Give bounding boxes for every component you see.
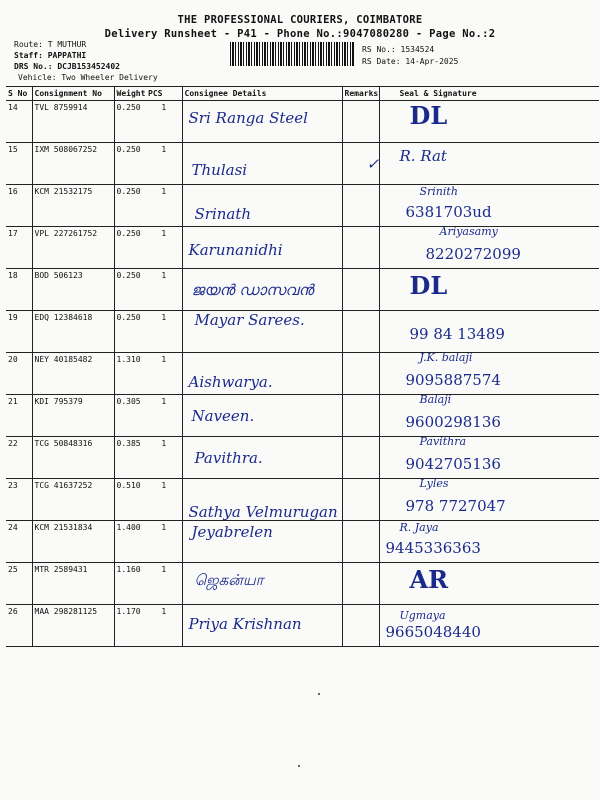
remark-check: ✓ (366, 155, 380, 173)
speck (318, 693, 320, 695)
signature-handwriting: R. Jaya (399, 521, 439, 534)
row-pcs: 1 (146, 101, 182, 143)
row-remarks-cell (342, 353, 379, 395)
row-sno: 20 (6, 353, 32, 395)
row-pcs: 1 (146, 185, 182, 227)
consignee-handwriting: Thulasi (191, 161, 248, 179)
row-signature-cell (379, 605, 599, 647)
row-consignee-cell (182, 227, 342, 269)
table-header-row (6, 87, 599, 101)
row-sno: 17 (6, 227, 32, 269)
row-consignment-number: KCM 21532175 (32, 185, 114, 227)
consignee-handwriting: Naveen. (191, 407, 255, 425)
row-weight: 0.250 (114, 311, 146, 353)
row-remarks-cell (342, 437, 379, 479)
vehicle-label: Vehicle: Two Wheeler Delivery (18, 73, 158, 82)
row-consignment-number: VPL 227261752 (32, 227, 114, 269)
col-header-consignment: Consignment No (32, 87, 114, 101)
signature-phone-handwriting: 9042705136 (405, 455, 501, 473)
row-signature-cell (379, 479, 599, 521)
row-sno: 22 (6, 437, 32, 479)
signature-handwriting: J.K. balaji (419, 351, 473, 364)
row-signature-cell (379, 227, 599, 269)
row-pcs: 1 (146, 521, 182, 563)
row-pcs: 1 (146, 143, 182, 185)
consignee-handwriting: Mayar Sarees. (194, 311, 305, 329)
staff-label: Staff: PAPPATHI (14, 51, 87, 60)
row-consignee-cell (182, 479, 342, 521)
row-signature-cell (379, 395, 599, 437)
table-row (6, 479, 599, 521)
row-pcs: 1 (146, 605, 182, 647)
row-sno: 15 (6, 143, 32, 185)
row-consignee-cell (182, 395, 342, 437)
row-sno: 26 (6, 605, 32, 647)
signature-phone-handwriting: 8220272099 (425, 245, 521, 263)
row-remarks-cell (342, 605, 379, 647)
table-row (6, 437, 599, 479)
consignee-handwriting: Priya Krishnan (188, 615, 302, 633)
row-consignee-cell (182, 605, 342, 647)
table-row (6, 227, 599, 269)
consignee-handwriting: Pavithra. (194, 449, 263, 467)
row-remarks-cell (342, 101, 379, 143)
drs-number: DRS No.: DCJB153452402 (14, 62, 120, 71)
signature-phone-handwriting: 9445336363 (385, 539, 481, 557)
row-sno: 21 (6, 395, 32, 437)
table-row (6, 311, 599, 353)
row-consignment-number: MAA 298281125 (32, 605, 114, 647)
row-consignment-number: TCG 50848316 (32, 437, 114, 479)
row-signature-cell (379, 521, 599, 563)
row-sno: 14 (6, 101, 32, 143)
row-consignment-number: TCG 41637252 (32, 479, 114, 521)
row-pcs: 1 (146, 227, 182, 269)
col-header-weight: Weight (114, 87, 146, 101)
row-pcs: 1 (146, 437, 182, 479)
runsheet-table (6, 86, 599, 647)
signature-phone-handwriting: 9095887574 (405, 371, 501, 389)
row-remarks-cell (342, 143, 379, 185)
row-weight: 0.510 (114, 479, 146, 521)
consignee-handwriting: Aishwarya. (188, 373, 273, 391)
row-signature-cell (379, 437, 599, 479)
signature-phone-handwriting: 6381703ud (405, 203, 492, 221)
row-consignee-cell (182, 269, 342, 311)
row-weight: 0.250 (114, 185, 146, 227)
row-pcs: 1 (146, 395, 182, 437)
row-signature-cell (379, 269, 599, 311)
row-pcs: 1 (146, 269, 182, 311)
row-consignee-cell (182, 437, 342, 479)
table-row (6, 269, 599, 311)
consignee-handwriting: Sathya Velmurugan (188, 503, 338, 521)
row-consignee-cell (182, 143, 342, 185)
signature-handwriting: AR (409, 565, 449, 594)
row-weight: 0.250 (114, 143, 146, 185)
signature-phone-handwriting: 9600298136 (405, 413, 501, 431)
row-consignee-cell (182, 185, 342, 227)
signature-handwriting: R. Rat (399, 147, 447, 165)
row-consignee-cell (182, 101, 342, 143)
row-sno: 25 (6, 563, 32, 605)
row-remarks-cell (342, 479, 379, 521)
row-consignment-number: KCM 21531834 (32, 521, 114, 563)
signature-handwriting: Balaji (419, 393, 452, 406)
row-signature-cell (379, 143, 599, 185)
consignee-handwriting: Karunanidhi (188, 241, 283, 259)
signature-handwriting: DL (409, 101, 448, 130)
route-label: Route: T MUTHUR (14, 40, 87, 49)
row-consignee-cell (182, 311, 342, 353)
consignee-handwriting: Sri Ranga Steel (188, 109, 308, 127)
table-row (6, 353, 599, 395)
row-pcs: 1 (146, 563, 182, 605)
row-consignee-cell (182, 353, 342, 395)
row-remarks-cell (342, 395, 379, 437)
row-consignment-number: IXM 508067252 (32, 143, 114, 185)
row-sno: 16 (6, 185, 32, 227)
row-remarks-cell (342, 311, 379, 353)
table-row (6, 101, 599, 143)
speck (298, 765, 300, 767)
row-signature-cell (379, 353, 599, 395)
row-pcs: 1 (146, 353, 182, 395)
row-weight: 0.250 (114, 101, 146, 143)
row-consignee-cell (182, 521, 342, 563)
table-row (6, 185, 599, 227)
col-header-signature: Seal & Signature (379, 87, 599, 101)
company-title: THE PROFESSIONAL COURIERS, COIMBATORE (177, 14, 423, 26)
col-header-sno: S No (6, 87, 32, 101)
row-sno: 19 (6, 311, 32, 353)
row-remarks-cell (342, 185, 379, 227)
signature-handwriting: Ugmaya (399, 609, 446, 622)
row-consignment-number: NEY 40185482 (32, 353, 114, 395)
rs-number: RS No.: 1534524 (362, 45, 435, 54)
row-sno: 24 (6, 521, 32, 563)
row-signature-cell (379, 311, 599, 353)
table-row (6, 563, 599, 605)
row-signature-cell (379, 101, 599, 143)
signature-handwriting: 99 84 13489 (409, 325, 505, 343)
row-weight: 1.310 (114, 353, 146, 395)
table-row (6, 605, 599, 647)
row-sno: 23 (6, 479, 32, 521)
signature-handwriting: Lyles (419, 477, 449, 490)
row-sno: 18 (6, 269, 32, 311)
row-weight: 0.385 (114, 437, 146, 479)
row-consignment-number: EDQ 12384618 (32, 311, 114, 353)
row-pcs: 1 (146, 311, 182, 353)
table-row (6, 521, 599, 563)
runsheet-subtitle: Delivery Runsheet - P41 - Phone No.:9047080280 - Page No.:2 (104, 28, 496, 40)
signature-phone-handwriting: 9665048440 (385, 623, 481, 641)
row-consignment-number: MTR 2589431 (32, 563, 114, 605)
row-consignment-number: BOD 506123 (32, 269, 114, 311)
barcode-image (230, 42, 355, 66)
row-consignment-number: TVL 8759914 (32, 101, 114, 143)
row-weight: 0.305 (114, 395, 146, 437)
row-signature-cell (379, 563, 599, 605)
row-weight: 1.170 (114, 605, 146, 647)
row-weight: 1.160 (114, 563, 146, 605)
signature-handwriting: Pavithra (419, 435, 467, 448)
row-remarks-cell (342, 227, 379, 269)
row-remarks-cell (342, 269, 379, 311)
col-header-consignee: Consignee Details (182, 87, 342, 101)
consignee-handwriting: ജയൻ ഡാസവൻ (191, 281, 314, 299)
col-header-remarks: Remarks (342, 87, 379, 101)
table-row (6, 395, 599, 437)
signature-phone-handwriting: 978 7727047 (405, 497, 506, 515)
row-consignee-cell (182, 563, 342, 605)
rs-date: RS Date: 14-Apr-2025 (362, 57, 459, 66)
row-consignment-number: KDI 795379 (32, 395, 114, 437)
row-remarks-cell (342, 521, 379, 563)
row-weight: 0.250 (114, 227, 146, 269)
consignee-handwriting: Jeyabrelen (191, 523, 273, 541)
row-weight: 1.400 (114, 521, 146, 563)
col-header-pcs: PCS (146, 87, 182, 101)
row-remarks-cell (342, 563, 379, 605)
signature-handwriting: Srinith (419, 185, 458, 198)
signature-handwriting: Ariyasamy (439, 225, 498, 238)
signature-handwriting: DL (409, 271, 448, 300)
row-pcs: 1 (146, 479, 182, 521)
row-weight: 0.250 (114, 269, 146, 311)
consignee-handwriting: Srinath (194, 205, 252, 223)
row-signature-cell (379, 185, 599, 227)
table-row (6, 143, 599, 185)
consignee-handwriting: ஜெகன்யா (194, 571, 264, 589)
